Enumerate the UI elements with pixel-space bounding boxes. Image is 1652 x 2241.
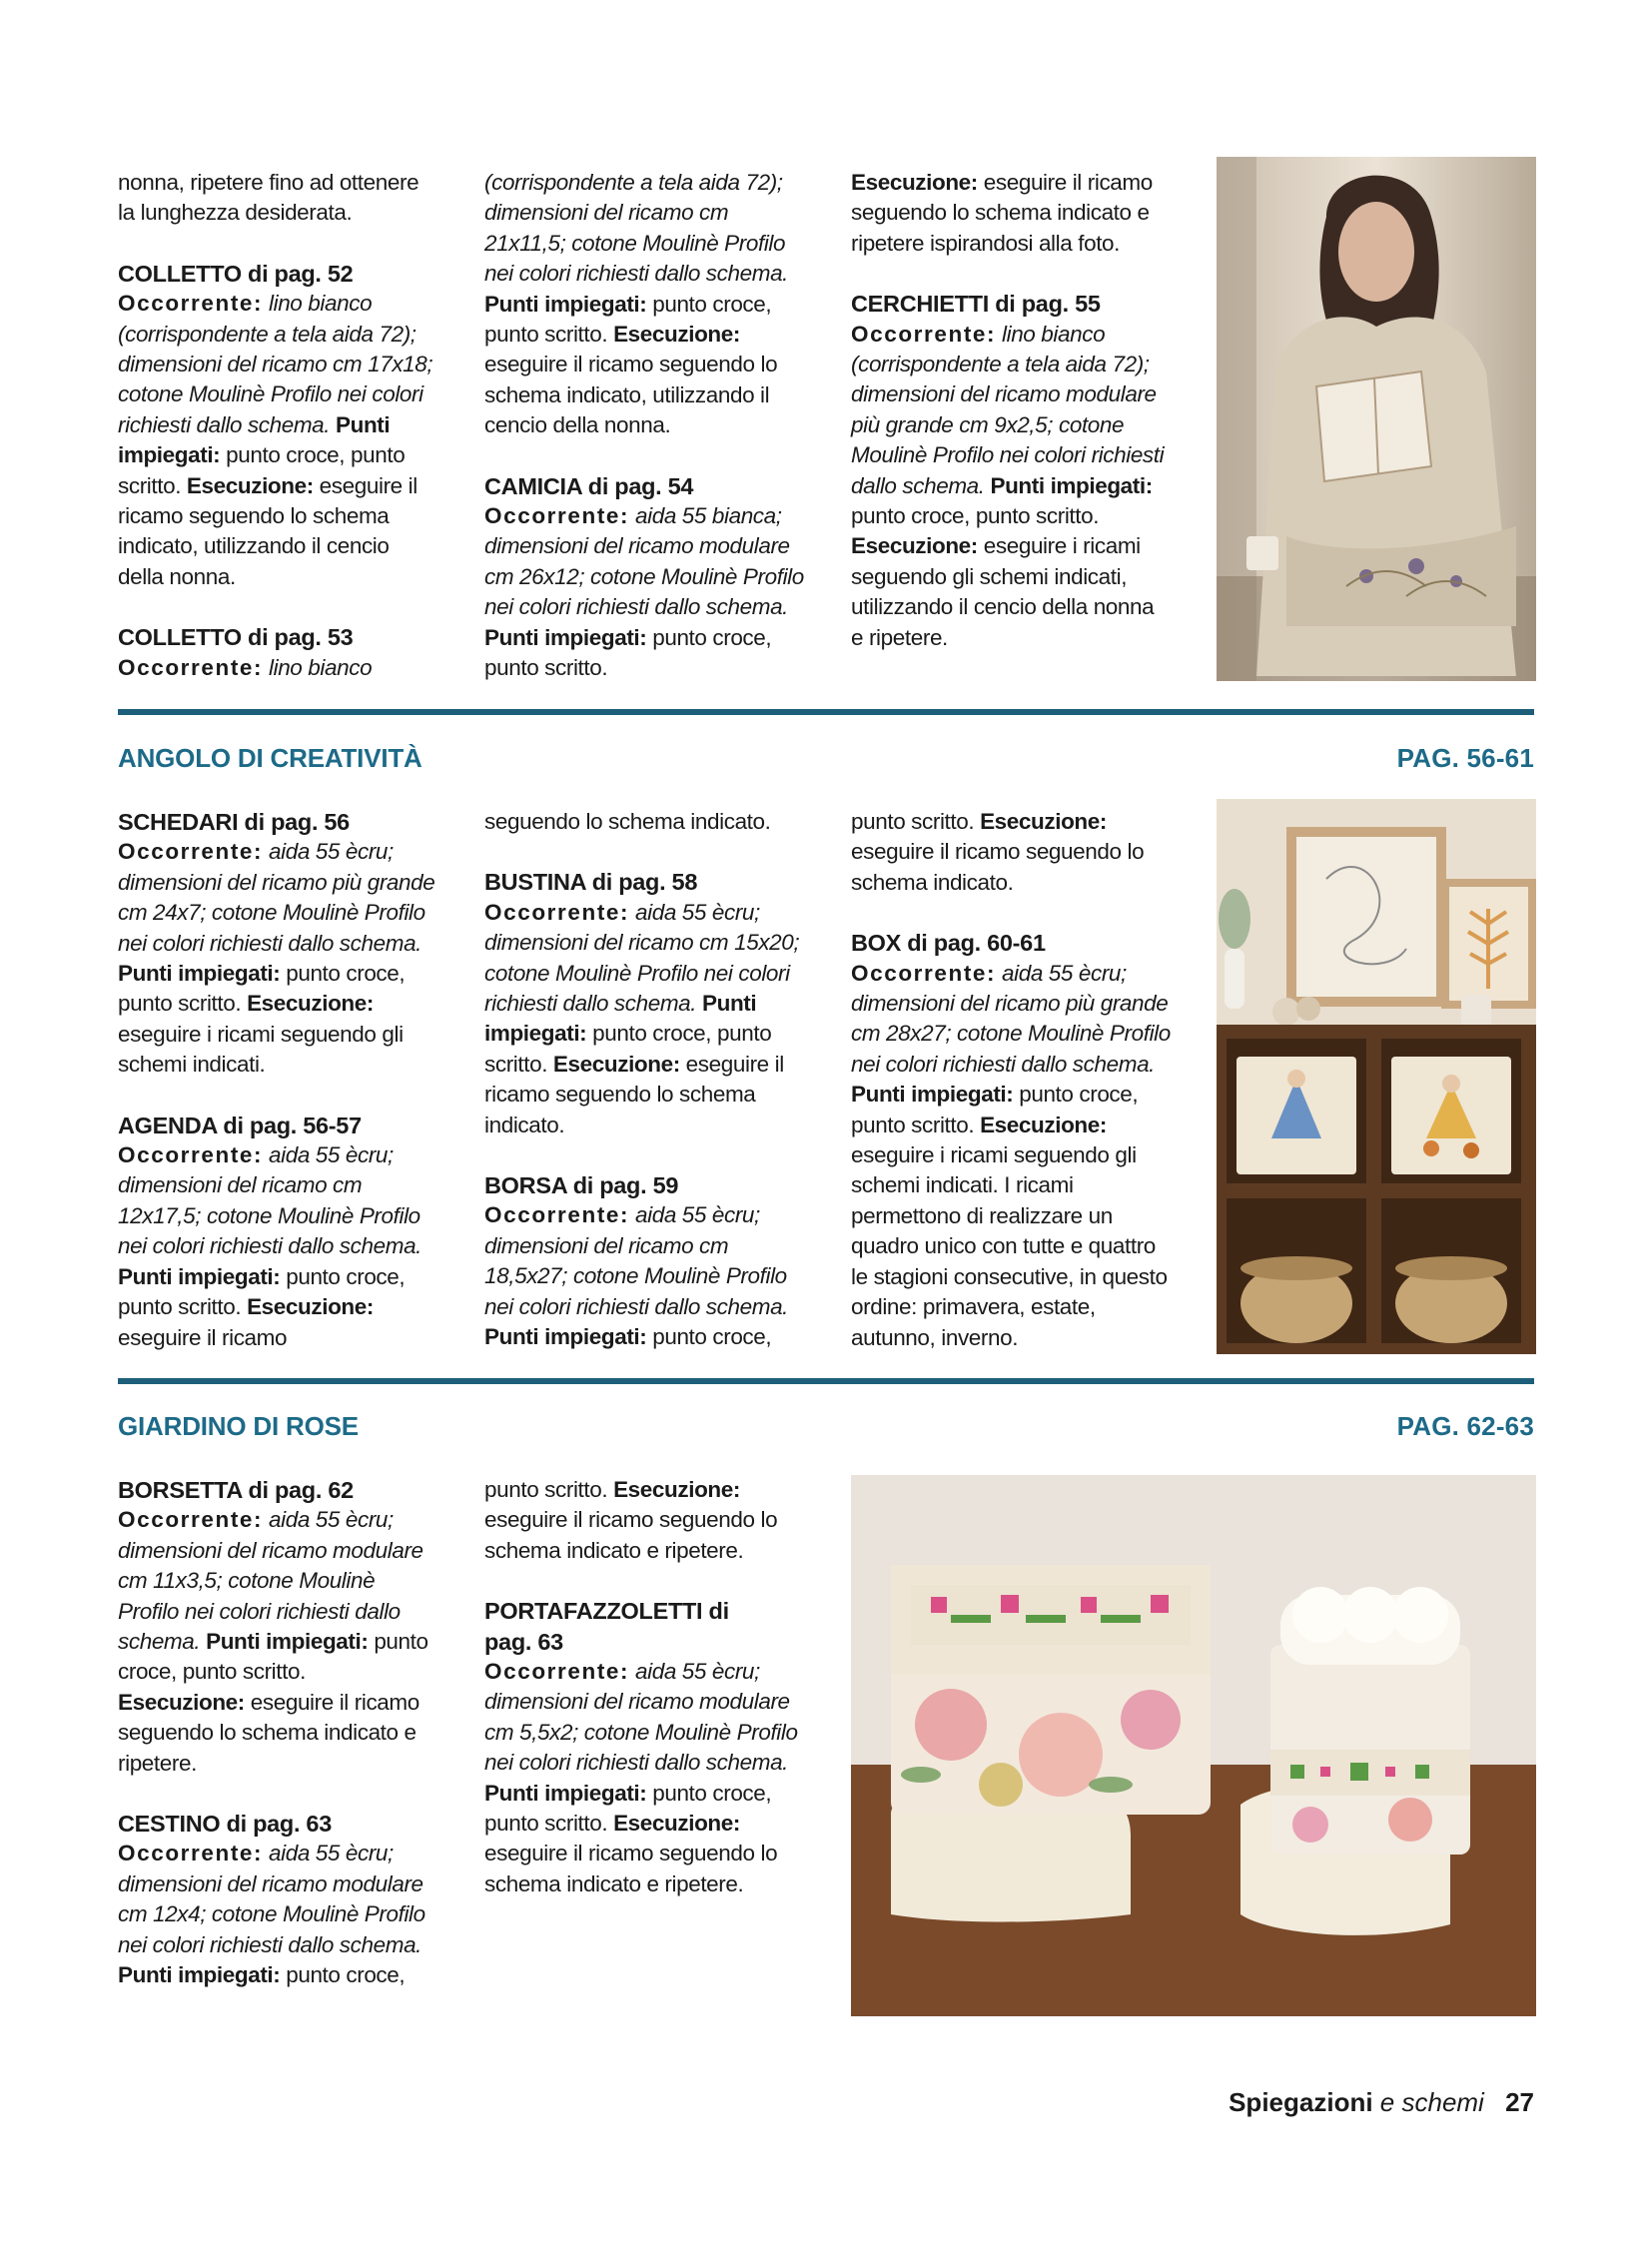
punti-text: punto croce, punto scritto.	[484, 1021, 772, 1077]
footer-subtitle: e schemi	[1379, 2087, 1484, 2117]
entry-title: BORSA di pag. 59	[484, 1172, 679, 1199]
entry-box	[851, 928, 1171, 1353]
punti-text: punto croce, punto scritto.	[484, 1780, 772, 1837]
occorrente-text: aida 55 ècru; dimensioni del ricamo modulare cm 5,5x2; cotone Moulinè Profilo nei colori richiesti dallo schema.	[484, 1659, 798, 1776]
entry-agenda	[118, 1111, 437, 1353]
page-footer	[1229, 2087, 1534, 2118]
esecuzione-text: eseguire il ricamo seguendo lo schema indicato e ripetere.	[484, 1841, 778, 1896]
punti-label: Punti impiegati:	[484, 1324, 647, 1350]
punti-label: Punti impiegati:	[484, 624, 647, 650]
esecuzione-label: Esecuzione:	[186, 472, 314, 498]
section-pages: PAG. 56-61	[1396, 743, 1534, 773]
occorrente-label: Occorrente:	[118, 839, 264, 865]
esecuzione-label: Esecuzione:	[118, 1689, 245, 1715]
punti-label: Punti impiegati:	[851, 1082, 1014, 1108]
occorrente-label: Occorrente:	[484, 899, 630, 925]
photo-woman-reading	[1217, 157, 1536, 681]
esecuzione-text: eseguire il ricamo seguendo lo schema indicato, utilizzando il cencio della nonna.	[484, 352, 778, 438]
occorrente-text: lino bianco	[269, 654, 373, 680]
punti-label: Punti impiegati:	[206, 1629, 369, 1655]
punti-text: punto croce, punto scritto.	[118, 961, 406, 1017]
occorrente-label: Occorrente:	[118, 1507, 264, 1533]
punti-text: punto croce, punto scritto.	[851, 1082, 1139, 1137]
punti-text: punto croce, punto scritto.	[484, 291, 772, 348]
punti-text: punto croce,	[286, 1962, 406, 1988]
esecuzione-label: Esecuzione:	[851, 170, 978, 195]
entry-cestino-continued	[484, 1475, 804, 1566]
occorrente-text: aida 55 ècru; dimensioni del ricamo modulare cm 12x4; cotone Moulinè Profilo nei colori richiesti dallo schema.	[118, 1841, 425, 1957]
entry-colletto-52	[118, 259, 437, 592]
esecuzione-label: Esecuzione:	[613, 322, 740, 348]
occorrente-label: Occorrente:	[118, 1841, 264, 1867]
s3-column-1	[118, 1475, 437, 1991]
entry-title: BOX di pag. 60-61	[851, 930, 1046, 957]
continued-text: nonna, ripetere fino ad ottenere la lunghezza desiderata.	[118, 170, 419, 226]
section-title: GIARDINO DI ROSE	[118, 1411, 359, 1441]
occorrente-label: Occorrente:	[851, 321, 997, 347]
entry-borsa	[484, 1170, 804, 1352]
entry-title: CESTINO di pag. 63	[118, 1811, 332, 1838]
occorrente-text: aida 55 ècru; dimensioni del ricamo cm 18,5x27; cotone Moulinè Profilo nei colori richiesti dallo schema.	[484, 1202, 789, 1319]
page-number: 27	[1505, 2087, 1534, 2117]
s2-column-3	[851, 807, 1171, 1353]
esecuzione-label: Esecuzione:	[247, 991, 374, 1017]
s2-column-2	[484, 807, 804, 1353]
entry-colletto-53-continued	[484, 168, 804, 441]
s2-column-1	[118, 807, 437, 1353]
occorrente-label: Occorrente:	[118, 291, 264, 317]
esecuzione-label: Esecuzione:	[613, 1477, 740, 1502]
entry-colletto-53	[118, 622, 437, 683]
entry-title: SCHEDARI di pag. 56	[118, 809, 350, 835]
continued-text: punto scritto.	[484, 1477, 608, 1502]
esecuzione-label: Esecuzione:	[980, 809, 1107, 834]
section-divider	[118, 709, 1534, 715]
esecuzione-label: Esecuzione:	[851, 533, 978, 559]
esecuzione-text: eseguire il ricamo seguendo lo schema indicato, utilizzando il cencio della nonna.	[118, 472, 417, 589]
entry-title: AGENDA di pag. 56-57	[118, 1112, 362, 1138]
esecuzione-text: eseguire il ricamo seguendo lo schema indicato e ripetere.	[118, 1689, 419, 1776]
occorrente-label: Occorrente:	[851, 960, 997, 986]
occorrente-text: lino bianco (corrispondente a tela aida 72); dimensioni del ricamo cm 17x18; cotone Moulinè Profilo nei colori richiesti dallo schema.	[118, 291, 433, 437]
entry-borsetta	[118, 1475, 437, 1779]
section-divider	[118, 1378, 1534, 1384]
s1-column-2	[484, 168, 804, 684]
entry-title: BORSETTA di pag. 62	[118, 1477, 354, 1503]
punti-text: punto croce, punto scritto.	[118, 1263, 406, 1320]
esecuzione-text: eseguire i ricami seguendo gli schemi indicati.	[118, 1021, 404, 1078]
s1-column-1	[118, 168, 437, 683]
s3-column-2	[484, 1475, 804, 1899]
punti-text: punto croce, punto scritto.	[484, 624, 772, 681]
punti-label: Punti impiegati:	[118, 1962, 281, 1988]
esecuzione-text: eseguire il ricamo seguendo lo schema indicato.	[851, 839, 1145, 895]
occorrente-label: Occorrente:	[118, 654, 264, 680]
entry-camicia	[484, 471, 804, 684]
occorrente-text: aida 55 bianca; dimensioni del ricamo modulare cm 26x12; cotone Moulinè Profilo nei colori richiesti dallo schema.	[484, 503, 804, 620]
esecuzione-text: eseguire il ricamo seguendo lo schema indicato e ripetere ispirandosi alla foto.	[851, 170, 1153, 256]
photo-floral-bag-basket	[851, 1475, 1536, 2016]
box-note: I ricami permettono di realizzare un quadro unico con tutte e quattro le stagioni consecutive, in questo ordine: primavera, estate, autunno, inverno.	[851, 1172, 1168, 1350]
occorrente-label: Occorrente:	[484, 1202, 630, 1228]
punti-text: punto croce, punto scritto.	[851, 503, 1100, 529]
photo-shelf-boxes	[1217, 799, 1536, 1354]
punti-label: Punti impiegati:	[118, 411, 391, 468]
s1-column-3	[851, 168, 1171, 653]
esecuzione-text: eseguire il ricamo seguendo lo schema indicato.	[484, 1051, 784, 1137]
occorrente-label: Occorrente:	[118, 1142, 264, 1168]
entry-title: CAMICIA di pag. 54	[484, 472, 694, 499]
continued-text: punto scritto.	[851, 809, 975, 834]
esecuzione-label: Esecuzione:	[247, 1294, 374, 1320]
entry-cerchietti	[851, 289, 1171, 653]
occorrente-text: aida 55 ècru; dimensioni del ricamo più grande cm 28x27; cotone Moulinè Profilo nei colori richiesti dallo schema.	[851, 960, 1171, 1077]
esecuzione-label: Esecuzione:	[613, 1811, 740, 1837]
paragraph	[118, 168, 437, 229]
esecuzione-label: Esecuzione:	[980, 1112, 1107, 1137]
esecuzione-label: Esecuzione:	[552, 1051, 680, 1077]
occorrente-text: lino bianco (corrispondente a tela aida 72); dimensioni del ricamo modulare più grande cm 9x2,5; cotone Moulinè Profilo nei colori richiesti dallo schema.	[851, 321, 1165, 498]
occorrente-text: aida 55 ècru; dimensioni del ricamo cm 12x17,5; cotone Moulinè Profilo nei colori richiesti dallo schema.	[118, 1142, 422, 1259]
section-title: ANGOLO DI CREATIVITÀ	[118, 743, 422, 773]
entry-borsa-continued	[851, 807, 1171, 898]
continued-text: seguendo lo schema indicato.	[484, 809, 771, 834]
occorrente-text: aida 55 ècru; dimensioni del ricamo cm 15x20; cotone Moulinè Profilo nei colori richiesti dallo schema.	[484, 899, 800, 1017]
occorrente-text: (corrispondente a tela aida 72); dimensioni del ricamo cm 21x11,5; cotone Moulinè Profilo nei colori richiesti dallo schema.	[484, 170, 789, 287]
entry-cestino	[118, 1809, 437, 1990]
entry-schedari	[118, 807, 437, 1081]
entry-portafazzoletti	[484, 1596, 804, 1899]
entry-bustina	[484, 867, 804, 1140]
entry-title: BUSTINA di pag. 58	[484, 869, 698, 896]
punti-label: Punti impiegati:	[118, 1263, 281, 1289]
entry-camicia-continued	[851, 168, 1171, 259]
punti-text: punto croce, punto scritto.	[118, 1629, 428, 1685]
entry-title: CERCHIETTI di pag. 55	[851, 291, 1101, 318]
entry-title: COLLETTO di pag. 52	[118, 260, 354, 287]
occorrente-label: Occorrente:	[484, 1659, 630, 1685]
punti-label: Punti impiegati:	[118, 961, 281, 987]
punti-label: Punti impiegati:	[484, 291, 647, 317]
section-pages: PAG. 62-63	[1396, 1411, 1534, 1441]
occorrente-text: aida 55 ècru; dimensioni del ricamo più grande cm 24x7; cotone Moulinè Profilo nei colori richiesti dallo schema.	[118, 839, 435, 956]
esecuzione-text: eseguire il ricamo seguendo lo schema indicato e ripetere.	[484, 1507, 778, 1563]
occorrente-text: aida 55 ècru; dimensioni del ricamo modulare cm 11x3,5; cotone Moulinè Profilo nei colori richiesti dallo schema.	[118, 1507, 423, 1655]
occorrente-label: Occorrente:	[484, 503, 630, 529]
entry-title: PORTAFAZZOLETTI di pag. 63	[484, 1598, 729, 1655]
footer-title: Spiegazioni	[1229, 2087, 1373, 2117]
entry-title: COLLETTO di pag. 53	[118, 624, 354, 651]
punti-label: Punti impiegati:	[990, 472, 1153, 498]
paragraph	[484, 807, 804, 837]
punti-text: punto croce,	[652, 1324, 772, 1350]
punti-label: Punti impiegati:	[484, 991, 757, 1047]
punti-text: punto croce, punto scritto.	[118, 442, 406, 498]
esecuzione-text: eseguire il ricamo	[118, 1324, 288, 1350]
esecuzione-text: eseguire i ricami seguendo gli schemi indicati, utilizzando il cencio della nonna e ripetere.	[851, 533, 1155, 650]
punti-label: Punti impiegati:	[484, 1780, 647, 1806]
esecuzione-text: eseguire i ricami seguendo gli schemi indicati.	[851, 1142, 1137, 1198]
